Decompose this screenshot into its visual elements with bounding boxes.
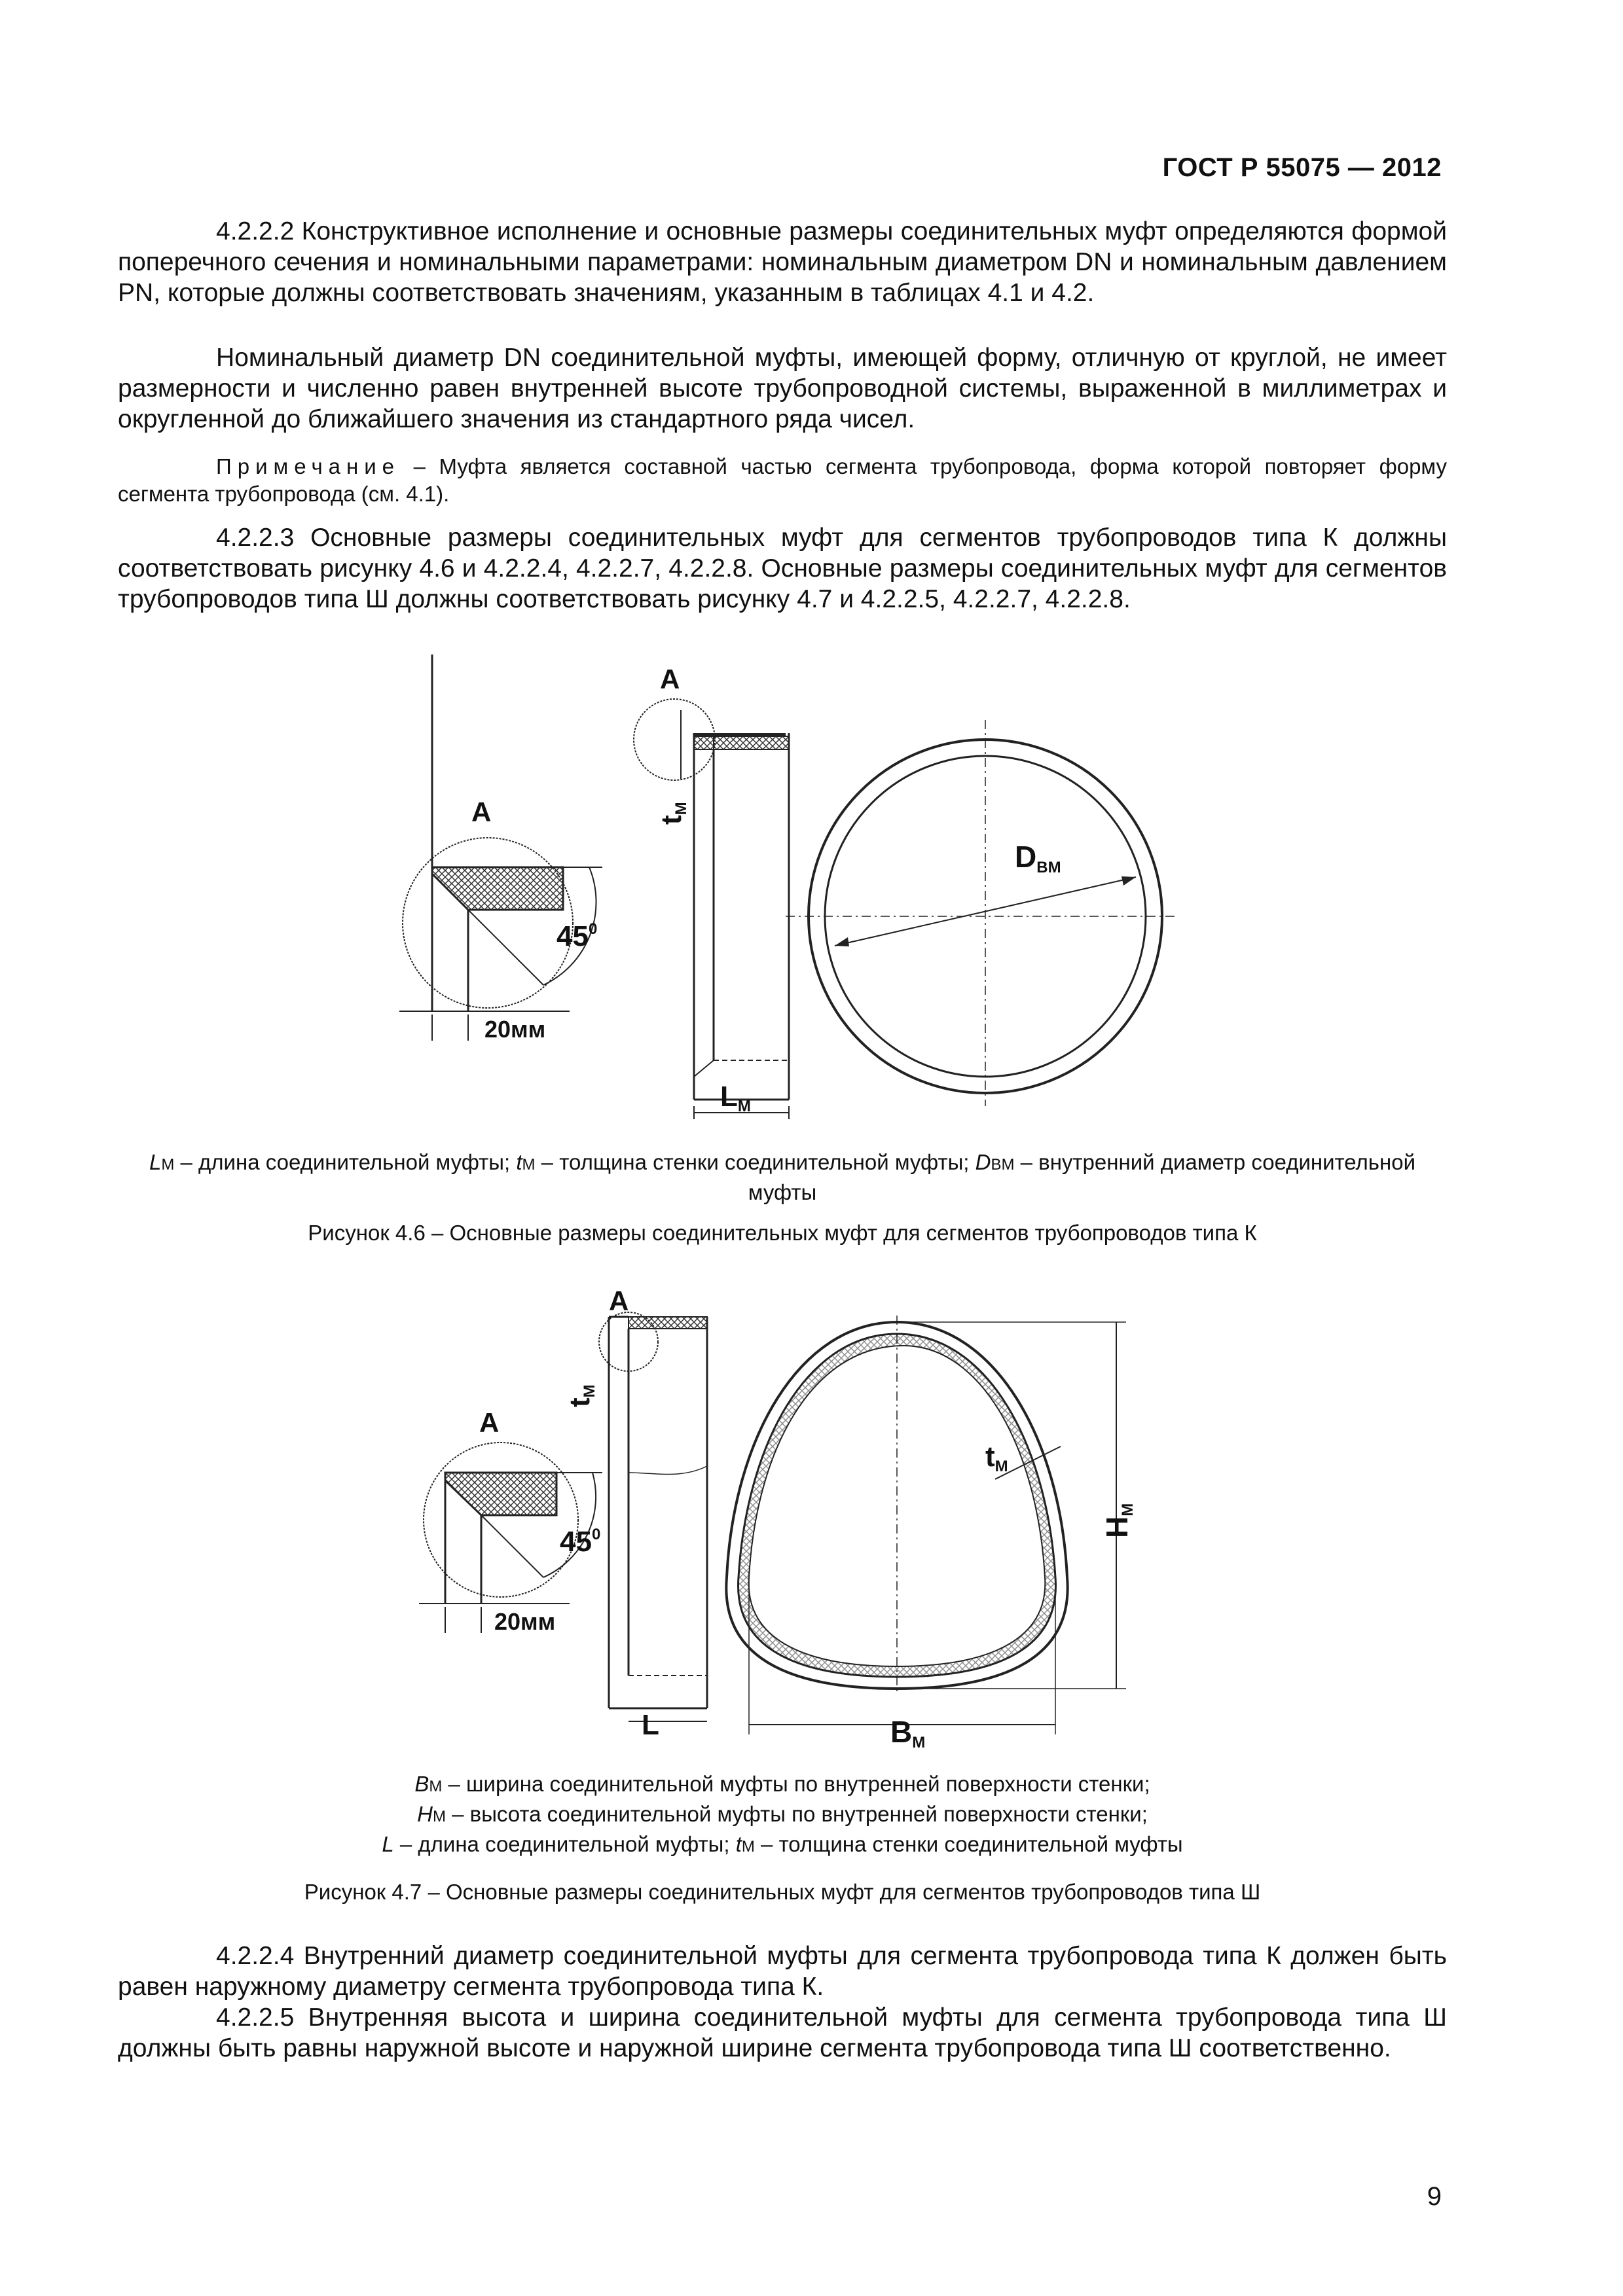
page-number: 9 <box>1427 2182 1442 2211</box>
detail-a-label: А <box>471 797 492 827</box>
tm-label: tМ <box>655 802 690 825</box>
figure-4-7-caption: Рисунок 4.7 – Основные размеры соединительных муфт для сегментов трубопроводов типа Ш <box>304 1880 1261 1904</box>
paragraph-4-2-2-5: 4.2.2.5 Внутренняя высота и ширина соединительной муфты для сегмента трубопровода типа Ш должны быть равны наружной высоте и наружной ширине сегмента трубопровода типа Ш соответственно. <box>118 2003 1447 2062</box>
wall-section-2 <box>629 1317 707 1329</box>
paragraph-4-2-2-2: 4.2.2.2 Конструктивное исполнение и основные размеры соединительных муфт определяются формой поперечного сечения и номинальными параметрами: номинальным диаметром DN и номинальным давлением PN, которые должны соответствовать значениям, указанным в таблицах 4.1 и 4.2. <box>118 217 1447 307</box>
dim-20-label: 20мм <box>484 1016 546 1043</box>
paragraph-4-2-2-4: 4.2.2.4 Внутренний диаметр соединительной муфты для сегмента трубопровода типа К должен быть равен наружному диаметру сегмента трубопровода типа К. <box>118 1942 1447 2001</box>
tm-label-2: tМ <box>564 1384 598 1407</box>
hm-label: HМ <box>1100 1503 1137 1538</box>
wall-section <box>714 736 789 749</box>
tm-right-label: tМ <box>985 1441 1008 1475</box>
angle-label-2: $45^0$ <box>560 1526 601 1558</box>
detail-hatch <box>432 867 563 910</box>
paragraph-4-2-2-3: 4.2.2.3 Основные размеры соединительных муфт для сегментов трубопроводов типа К должны соответствовать рисунку 4.6 и 4.2.2.4, 4.2.2.7, 4.2.2.8. Основные размеры соединительных муфт для сегментов трубопроводов типа Ш должны соответствовать рисунку 4.7 и 4.2.2.5, 4.2.2.7, 4.2.2.8. <box>118 524 1447 613</box>
callout-a-label: А <box>660 664 680 694</box>
bm-label: BМ <box>890 1715 926 1751</box>
detail-a-circle-2 <box>424 1443 578 1597</box>
note <box>118 453 1447 508</box>
l-label: L <box>642 1709 659 1741</box>
figure-4-6-legend: LМ – длина соединительной муфты; tМ – толщина стенки соединительной муфты; DВМ – внутренний диаметр соединительной муфты <box>149 1150 1416 1204</box>
figure-4-6 <box>0 655 1623 1126</box>
figure-4-7 <box>0 1276 1623 1754</box>
dbm-label: DВМ <box>1015 840 1061 876</box>
dim-20-label-2: 20мм <box>494 1608 556 1635</box>
callout-a-label-2: А <box>609 1285 629 1316</box>
detail-a-label-2: А <box>479 1407 500 1438</box>
paragraph-nominal-diameter: Номинальный диаметр DN соединительной муфты, имеющей форму, отличную от круглой, не имеет размерности и численно равен внутренней высоте трубопроводной системы, выраженной в миллиметрах и округленной до ближайшего значения из стандартного ряда чисел. <box>118 344 1447 433</box>
lm-label: LМ <box>720 1081 751 1115</box>
angle-label: $45^0$ <box>556 920 598 952</box>
legend-line-bm: ВМ – ширина соединительной муфты по внутренней поверхности стенки; <box>414 1772 1150 1796</box>
figure-4-6-caption: Рисунок 4.6 – Основные размеры соединительных муфт для сегментов трубопроводов типа К <box>308 1221 1257 1245</box>
legend-line-l: L – длина соединительной муфты; tМ – толщина стенки соединительной муфты <box>382 1832 1183 1856</box>
note-label: Примечание <box>216 454 401 478</box>
document-header: ГОСТ Р 55075 — 2012 <box>1162 153 1442 182</box>
detail-hatch-2 <box>445 1473 556 1515</box>
legend-line-hm: НМ – высота соединительной муфты по внутренней поверхности стенки; <box>417 1802 1148 1826</box>
note-text: – Муфта является составной частью сегмента трубопровода, форма которой повторяет форму сегмента трубопровода (см. 4.1). <box>118 454 1447 506</box>
figure-4-7-legend <box>118 1770 1447 1861</box>
